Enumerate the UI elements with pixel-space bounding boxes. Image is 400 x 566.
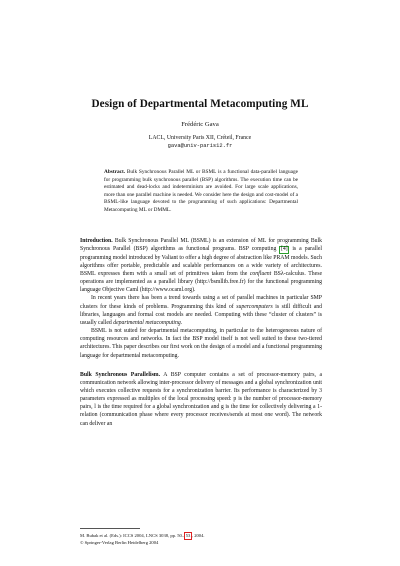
intro-heading: Introduction.: [80, 238, 113, 244]
intro-p1-part-c: BSλ-calculus. These operations are implemented as a parallel library (http://bsmllib.free.fr) for the functional programming language Objective Caml (http://www.ocaml.org).: [80, 270, 323, 294]
intro-p2-emphasis-1: supercomputers: [236, 303, 273, 310]
footnote-line1-part-b: , 2004.: [191, 533, 205, 538]
bsp-text: A BSP computer contains a set of processor-memory pairs, a communication network allowing inter-processor delivery of messages and a global synchronization unit which executes collective requests for a synchronization barrier. Its performance is characterized by 3 parameters expressed as multiples of the local processing speed: p is the number of processor-memory pairs, l is the time required for a global synchronization and g is the time for collectively delivering a 1-relation (communication phase where every processor receives/sends at most one word). The network can deliver an: [80, 371, 323, 427]
footnote-divider: [80, 528, 140, 529]
citation-link[interactable]: [4]: [280, 246, 288, 253]
bsp-heading: Bulk Synchronous Parallelism.: [80, 371, 161, 378]
footnote: [80, 532, 322, 546]
paper-title: Design of Departmental Metacomputing ML: [91, 98, 309, 110]
footnote-citation-line: [80, 532, 322, 540]
body-text: [80, 237, 322, 428]
intro-paragraph-3: BSML is not suited for departmental metacomputing, in particular to the heterogeneous nature of computing resources and networks. In fact the BSP model itself is not well suited to these two-tiered architectures. This paper describes our first work on the design of a model and a functional programming language for departmental metacomputing.: [80, 328, 322, 359]
author-email[interactable]: gava@univ-paris12.fr: [167, 143, 233, 149]
footnote-line1-part-a: M. Bubak et al. (Eds.): ICCS 2004, LNCS 3038, pp. 50–: [80, 533, 185, 538]
intro-paragraph-2: [80, 294, 322, 327]
abstract-label: Abstract.: [104, 169, 126, 175]
page-reference-link[interactable]: 53: [185, 533, 191, 538]
intro-p2-emphasis-2: departmental metacomputing: [113, 319, 181, 326]
intro-p2-part-a: In recent years there has been a trend towards using a set of parallel machines in particular SMP clusters for these kinds of problems. Programming this kind of: [80, 295, 322, 310]
bsp-paragraph: [80, 371, 322, 428]
intro-p1-part-b: is a parallel programming model introduced by Valiant to offer a high degree of abstraction like PRAM models. Such algorithms offer portable, predictable and scalable performances on a wide variety of architectures. BSML expresses them with a small set of primitives taken from the: [80, 246, 322, 277]
intro-paragraph-1: [80, 237, 322, 294]
author-name: Frédéric Gava: [181, 121, 219, 128]
intro-p1-part-a: Bulk Synchronous Parallel ML (BSML) is an extension of ML for programming Bulk Synchronous Parallel (BSP) algorithms as functional programs. BSP computing: [80, 238, 323, 253]
copyright-line: © Springer-Verlag Berlin Heidelberg 2004: [80, 539, 159, 545]
abstract: [104, 169, 298, 214]
intro-p1-emphasis: confluent: [249, 270, 272, 277]
intro-p2-part-c: .: [180, 319, 183, 326]
abstract-text: Bulk Synchronous Parallel ML or BSML is a functional data-parallel language for programming bulk synchronous parallel (BSP) algorithms. The execution time can be estimated and dead-locks and indeterminism are avoided. For large scale applications, more than one parallel machine is needed. We consider here the design and cost-model of a BSML-like language devoted to the programming of such applications: Departmental Metacomputing ML or DMML.: [104, 169, 299, 213]
intro-p2-part-b: is still difficult and libraries, languages and formal cost models are needed. Computing with these “cluster of clusters” is usually called: [80, 303, 322, 326]
author-affiliation: LACL, University Paris XII, Créteil, France: [148, 135, 252, 141]
